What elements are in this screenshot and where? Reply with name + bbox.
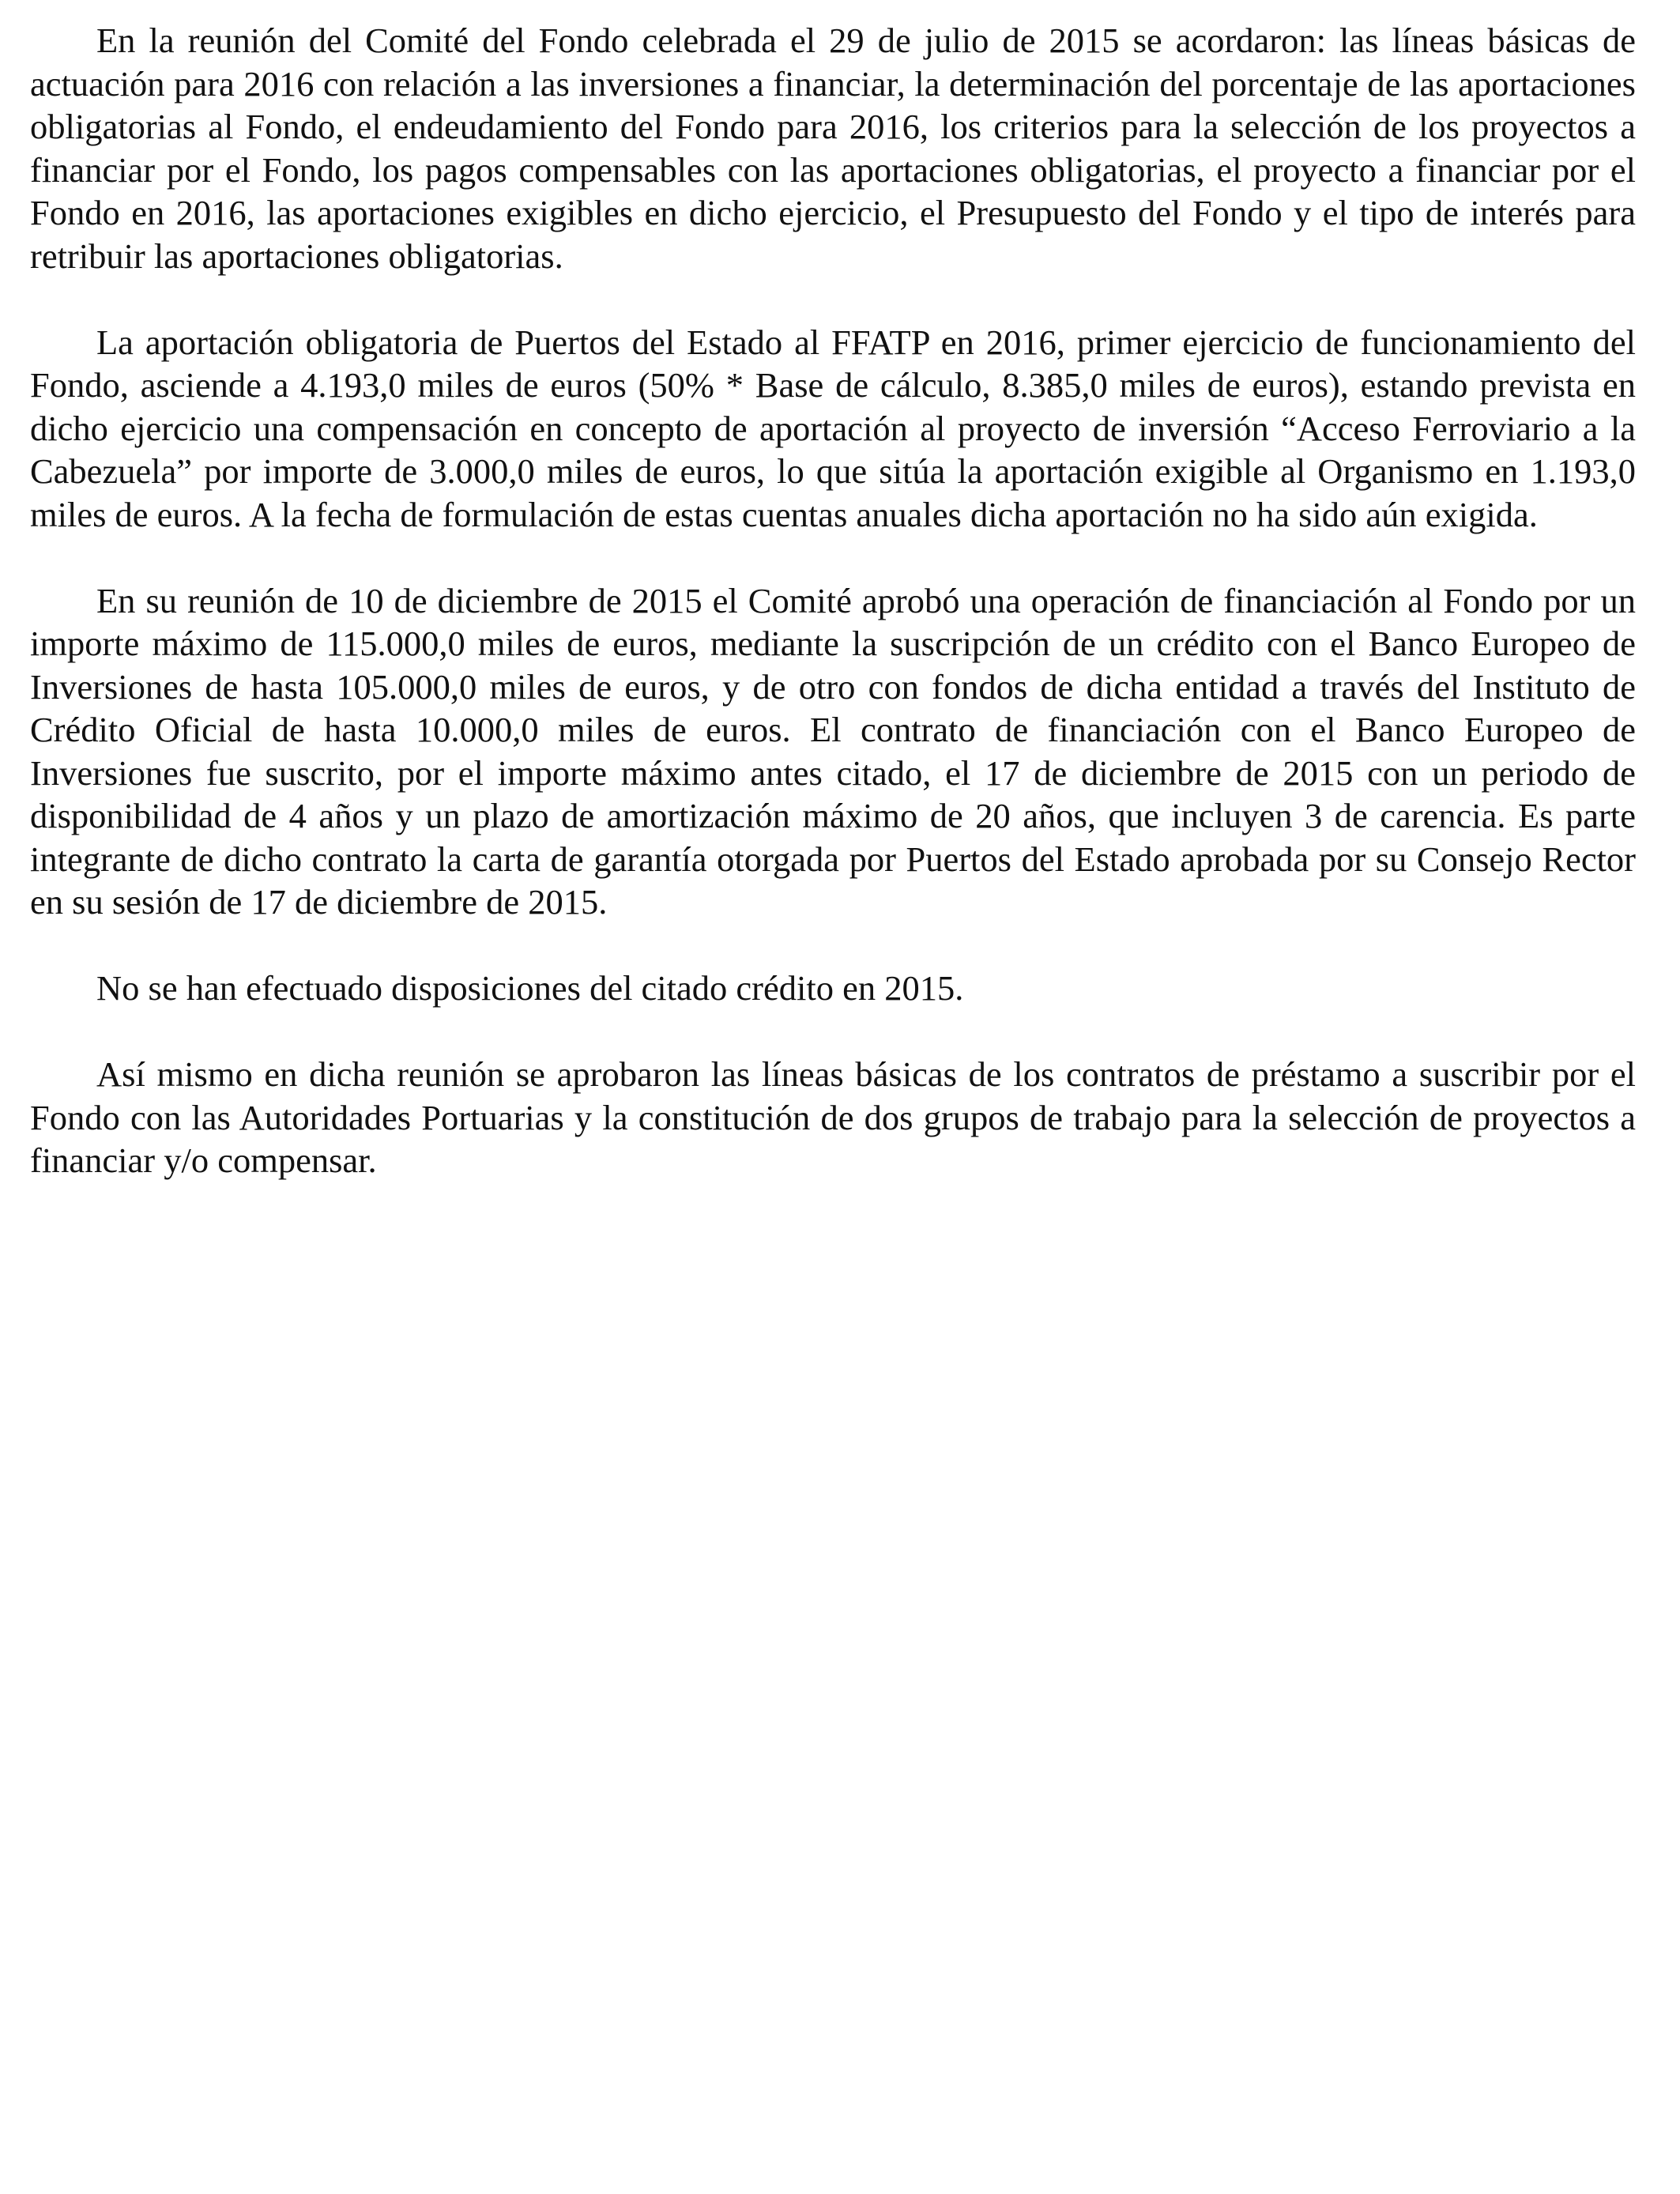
document-page (30, 19, 1636, 1225)
paragraph-lineas-basicas: Así mismo en dicha reunión se aprobaron las líneas básicas de los contratos de préstamo a suscribir por el Fondo con las Autoridades Portuarias y la constitución de dos grupos de trabajo para la selección de proyectos a financiar y/o compensar. (30, 1054, 1636, 1180)
paragraph-comite-julio: En la reunión del Comité del Fondo celebrada el 29 de julio de 2015 se acordaron: las líneas básicas de actuación para 2016 con relación a las inversiones a financiar, la determinación del porcentaje de las aportaciones obligatorias al Fondo, el endeudamiento del Fondo para 2016, los criterios para la selección de los proyectos a financiar por el Fondo, los pagos compensables con las aportaciones obligatorias, el proyecto a financiar por el Fondo en 2016, las aportaciones exigibles en dicho ejercicio, el Presupuesto del Fondo y el tipo de interés para retribuir las aportaciones obligatorias. (30, 21, 1636, 276)
paragraph-financiacion-bei: En su reunión de 10 de diciembre de 2015 el Comité aprobó una operación de financiación al Fondo por un importe máximo de 115.000,0 miles de euros, mediante la suscripción de un crédito con el Banco Europeo de Inversiones de hasta 105.000,0 miles de euros, y de otro con fondos de dicha entidad a través del Instituto de Crédito Oficial de hasta 10.000,0 miles de euros. El contrato de financiación con el Banco Europeo de Inversiones fue suscrito, por el importe máximo antes citado, el 17 de diciembre de 2015 con un periodo de disponibilidad de 4 años y un plazo de amortización máximo de 20 años, que incluyen 3 de carencia. Es parte integrante de dicho contrato la carta de garantía otorgada por Puertos del Estado aprobada por su Consejo Rector en su sesión de 17 de diciembre de 2015. (30, 580, 1636, 922)
paragraph-disposiciones: No se han efectuado disposiciones del citado crédito en 2015. (96, 968, 964, 1008)
paragraph-aportacion-obligatoria: La aportación obligatoria de Puertos del Estado al FFATP en 2016, primer ejercicio de funcionamiento del Fondo, asciende a 4.193,0 miles de euros (50% * Base de cálculo, 8.385,0 miles de euros), estando prevista en dicho ejercicio una compensación en concepto de aportación al proyecto de inversión “Acceso Ferroviario a la Cabezuela” por importe de 3.000,0 miles de euros, lo que sitúa la aportación exigible al Organismo en 1.193,0 miles de euros. A la fecha de formulación de estas cuentas anuales dicha aportación no ha sido aún exigida. (30, 322, 1636, 534)
